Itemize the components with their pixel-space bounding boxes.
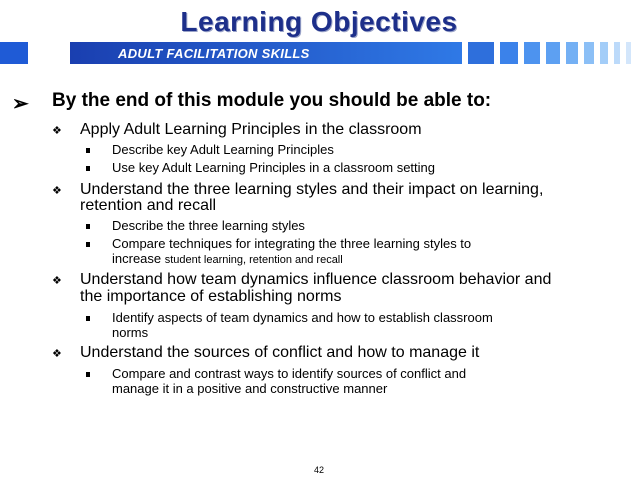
sub-objective-text: Describe the three learning styles — [112, 218, 305, 233]
arrow-bullet-icon: ➢ — [12, 93, 29, 115]
sub-text-part: increase — [112, 251, 165, 266]
square-bullet-icon — [86, 166, 90, 171]
banner-square — [584, 42, 594, 64]
square-bullet-icon — [86, 242, 90, 247]
banner-square — [468, 42, 494, 64]
sub-objective-text: Compare techniques for integrating the three learning styles to — [112, 236, 472, 251]
objective-text: Understand the three learning styles and their impact on learning, — [80, 181, 544, 198]
banner-square — [626, 42, 631, 64]
objective-text-cont: the importance of establishing norms — [80, 288, 342, 305]
lead-sentence: By the end of this module you should be able to: — [52, 90, 492, 111]
square-bullet-icon — [86, 148, 90, 153]
objective-text: Understand how team dynamics influence classroom behavior and — [80, 271, 552, 288]
slide-title: Learning Objectives — [180, 6, 458, 37]
sub-objective-text: Describe key Adult Learning Principles — [112, 142, 334, 157]
banner-square — [500, 42, 518, 64]
sub-objective-text-cont: norms — [112, 325, 149, 340]
sub-objective-text: Compare and contrast ways to identify sources of conflict and — [112, 366, 467, 381]
sub-objective-text: Use key Adult Learning Principles in a classroom setting — [112, 160, 435, 175]
banner-square — [614, 42, 620, 64]
header-banner — [0, 42, 638, 66]
objective-text: Understand the sources of conflict and how to manage it — [80, 344, 480, 361]
square-bullet-icon — [86, 224, 90, 229]
diamond-bullet-icon: ❖ — [52, 348, 62, 360]
banner-label: ADULT FACILITATION SKILLS — [118, 46, 310, 61]
banner-square — [524, 42, 540, 64]
sub-objective-text: Identify aspects of team dynamics and how to establish classroom — [112, 310, 493, 325]
banner-square — [566, 42, 578, 64]
sub-objective-text-cont: manage it in a positive and constructive manner — [112, 381, 388, 396]
sub-text-part-small: student learning, retention and recall — [164, 254, 343, 266]
objective-text-cont: retention and recall — [80, 197, 217, 214]
square-bullet-icon — [86, 316, 90, 321]
diamond-bullet-icon: ❖ — [52, 275, 62, 287]
banner-square — [0, 42, 28, 64]
diamond-bullet-icon: ❖ — [52, 185, 62, 197]
objective-text: Apply Adult Learning Principles in the classroom — [80, 121, 422, 138]
sub-objective-text-cont — [112, 251, 343, 268]
diamond-bullet-icon: ❖ — [52, 125, 62, 137]
banner-square — [546, 42, 560, 64]
banner-square — [600, 42, 608, 64]
page-number: 42 — [313, 465, 324, 475]
square-bullet-icon — [86, 372, 90, 377]
